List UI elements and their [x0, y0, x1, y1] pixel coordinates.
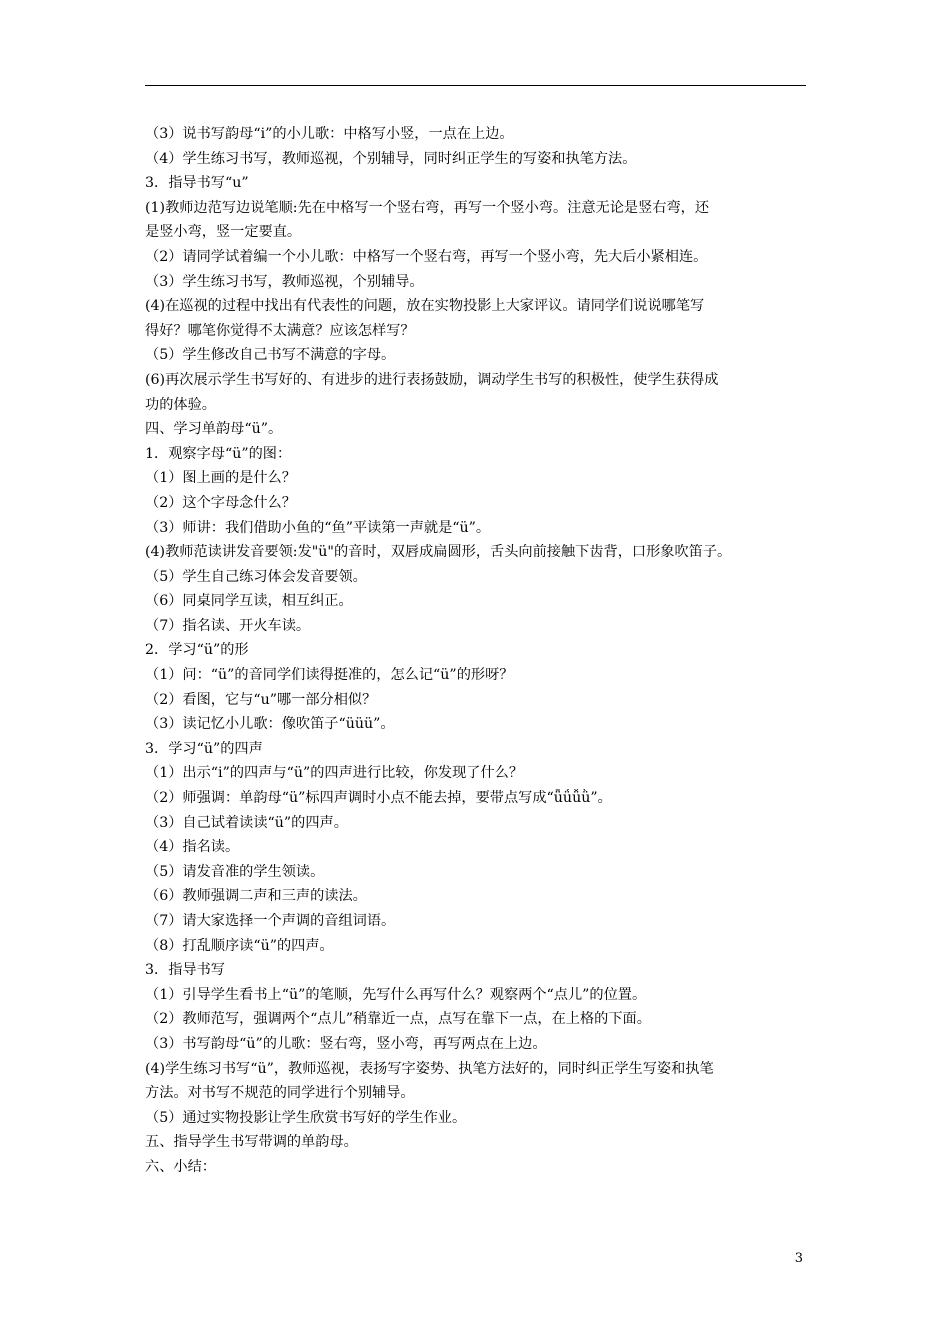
text-line: （3）师讲：我们借助小鱼的“鱼”平读第一声就是“ü”。 [145, 519, 491, 536]
text-line: 方法。对书写不规范的同学进行个别辅导。 [145, 1085, 415, 1102]
text-line: 六、小结： [145, 1158, 216, 1175]
text-line: （5）请发音准的学生领读。 [145, 863, 325, 880]
text-line: 是竖小弯，竖一定要直。 [145, 224, 302, 241]
text-line: (4)教师范读讲发音要领:发"ü"的音时，双唇成扁圆形，舌头向前接触下齿背，口形象吹笛子。 [145, 544, 732, 561]
text-line: （5）通过实物投影让学生欣赏书写好的学生作业。 [145, 1109, 467, 1126]
text-line: (4)在巡视的过程中找出有代表性的问题，放在实物投影上大家评议。请同学们说说哪笔写 [145, 298, 705, 315]
text-line: （2）请同学试着编一个小儿歌：中格写一个竖右弯，再写一个竖小弯，先大后小紧相连。 [145, 248, 708, 265]
text-line: （4）学生练习书写，教师巡视，个别辅导，同时纠正学生的写姿和执笔方法。 [145, 150, 637, 167]
text-line: （3）自己试着读读“ü”的四声。 [145, 814, 348, 831]
text-line: 3．学习“ü”的四声 [145, 740, 263, 757]
text-line: （6）同桌同学互读，相互纠正。 [145, 593, 353, 610]
text-line: （4）指名读。 [145, 839, 240, 856]
text-line: （5）学生自己练习体会发音要领。 [145, 568, 367, 585]
text-line: （7）请大家选择一个声调的音组词语。 [145, 913, 396, 929]
header-rule [145, 85, 806, 86]
text-line: (6)再次展示学生书写好的、有进步的进行表扬鼓励，调动学生书写的积极性，使学生获得成 [145, 371, 719, 388]
text-line: （1）引导学生看书上“ü”的笔顺，先写什么再写什么？观察两个“点儿”的位置。 [145, 986, 647, 1003]
text-line: （5）学生修改自己书写不满意的字母。 [145, 347, 396, 364]
text-line: （7）指名读、开火车读。 [145, 617, 311, 634]
text-line: （2）看图，它与“u”哪一部分相似？ [145, 691, 377, 708]
text-line: (4)学生练习书写“ü”，教师巡视，表扬写字姿势、执笔方法好的，同时纠正学生写姿和执笔 [145, 1060, 714, 1077]
text-line: 2．学习“ü”的形 [145, 642, 249, 659]
text-line: （3）说书写韵母“i”的小儿歌：中格写小竖，一点在上边。 [145, 126, 514, 142]
document-body [145, 122, 817, 1180]
text-line: （6）教师强调二声和三声的读法。 [145, 888, 367, 905]
page-number: 3 [794, 1251, 803, 1266]
text-line: （1）图上画的是什么？ [145, 470, 296, 487]
text-line: 3．指导书写“u” [145, 175, 249, 192]
text-line: （3）书写韵母“ü”的儿歌：竖右弯，竖小弯，再写两点在上边。 [145, 1035, 547, 1052]
text-line: （2）师强调：单韵母“ü”标四声调时小点不能去掉，要带点写成“ǖǘǚǜ”。 [145, 790, 612, 807]
text-line: （8）打乱顺序读“ü”的四声。 [145, 937, 334, 954]
text-line: 功的体验。 [145, 396, 216, 413]
text-line: （3）读记忆小儿歌：像吹笛子“üüü”。 [145, 716, 395, 733]
text-line: (1)教师边范写边说笔顺:先在中格写一个竖右弯，再写一个竖小弯。注意无论是竖右弯，还 [145, 199, 710, 216]
text-line: （2）教师范写，强调两个“点儿”稍靠近一点，点写在靠下一点，在上格的下面。 [145, 1011, 651, 1028]
text-line: 得好？哪笔你觉得不太满意？应该怎样写？ [145, 322, 415, 339]
text-line: 四、学习单韵母“ü”。 [145, 421, 283, 438]
text-line: （1）问：“ü”的音同学们读得挺准的，怎么记“ü”的形呀？ [145, 667, 514, 684]
text-line: （1）出示“i”的四声与“ü”的四声进行比较，你发现了什么？ [145, 765, 524, 782]
text-line: （3）学生练习书写，教师巡视，个别辅导。 [145, 273, 424, 290]
text-line: 1．观察字母“ü”的图： [145, 445, 292, 462]
text-line: 五、指导学生书写带调的单韵母。 [145, 1134, 358, 1151]
text-line: （2）这个字母念什么？ [145, 494, 296, 511]
text-line: 3．指导书写 [145, 962, 225, 979]
